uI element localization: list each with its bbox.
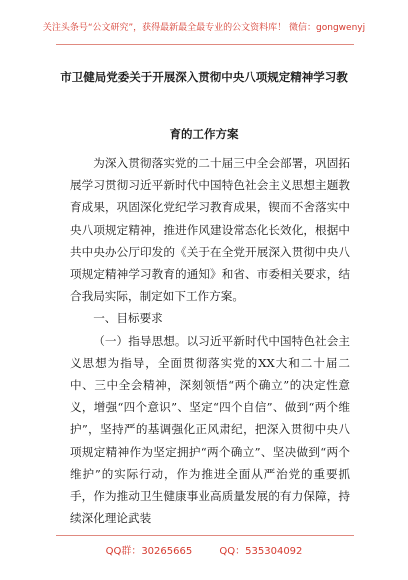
document-title-line-1: 市卫健局党委关于开展深入贯彻中央八项规定精神学习教: [60, 70, 348, 84]
section-heading-goals: 一、目标要求: [93, 311, 163, 326]
footer-contact: [0, 542, 408, 557]
body-paragraph-guiding-thought: （一）指导思想。以习近平新时代中国特色社会主义思想为指导，全面贯彻落实党的XX大和二十届二中、三中全会精神，深刻领悟“两个确立”的决定性意义，增强“四个意识”、坚定“四个自信”、做到“两个维护”，坚持严的基调强化正风肃纪，把深入贯彻中央八项规定精神作为坚定拥护“两个确立”、坚决做到“两个维护”的实际行动，作为推进全面从严治党的重要抓手，作为推动卫生健康事业高质量发展的有力保障，持续深化理论武装: [70, 333, 350, 526]
footer-divider: [56, 535, 354, 536]
document-body: [70, 152, 350, 529]
document-title-line-2: 育的工作方案: [169, 127, 239, 141]
footer-qq-group: QQ群：30265665: [105, 546, 193, 557]
header-banner: 关注头条号“公文研究”，获得最新最全最专业的公文资料库！ 微信：gongwenyj: [42, 23, 366, 33]
header-divider: [56, 44, 354, 45]
footer-qq-number: QQ：535304092: [219, 546, 303, 557]
body-paragraph-intro: 为深入贯彻落实党的二十届三中全会部署，巩固拓展学习贯彻习近平新时代中国特色社会主义思想主题教育成果，巩固深化党纪学习教育成果，锲而不舍落实中央八项规定精神，推进作风建设常态化长效化，根据中共中央办公厅印发的《关于在全党开展深入贯彻中央八项规定精神学习教育的通知》和省、市委相关要求，结合我局实际，制定如下工作方案。: [70, 156, 350, 304]
